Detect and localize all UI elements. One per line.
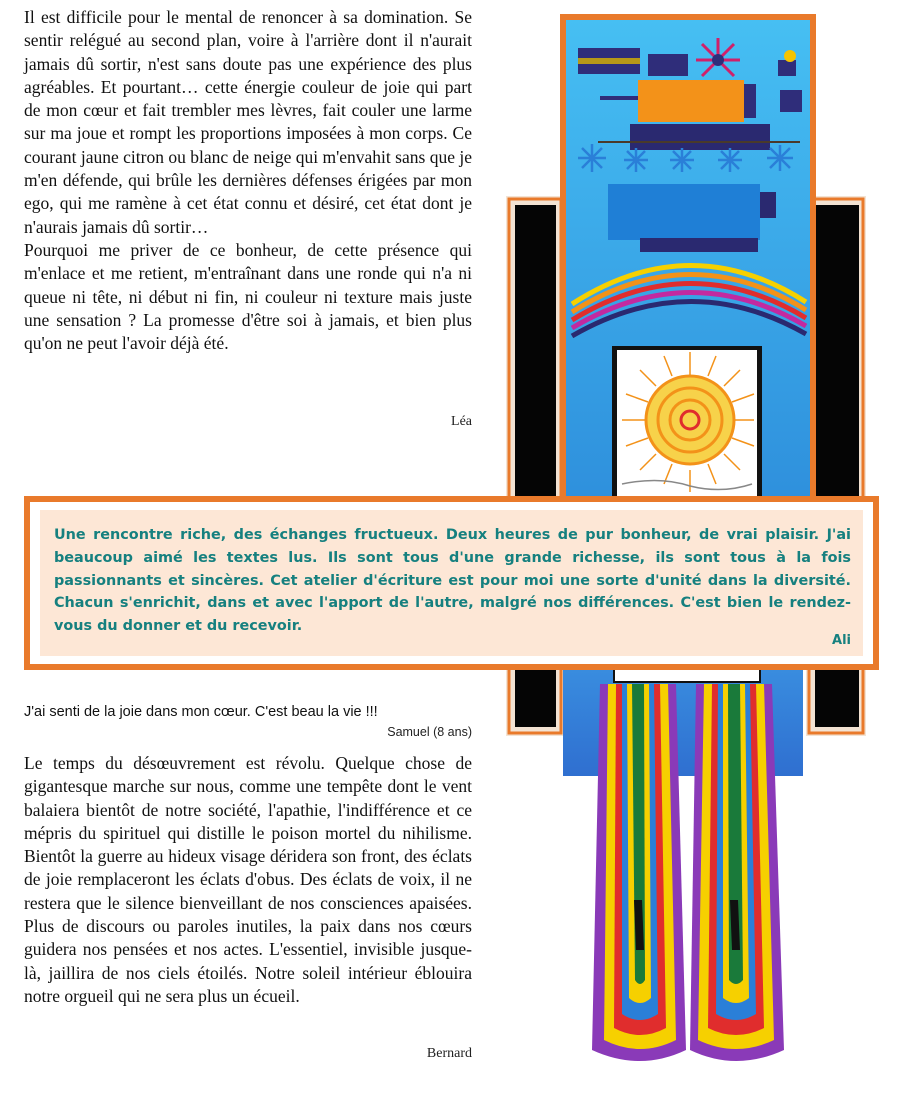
samuel-quote: J'ai senti de la joie dans mon cœur. C'est beau la vie !!! (24, 704, 378, 720)
ali-quote-text: Une rencontre riche, des échanges fructueux. Deux heures de pur bonheur, de vrai plaisir. J'ai beaucoup aimé les textes lus. Ils sont tous d'une grande richesse, ils sont tous à la fois passionnants et sincères. Cet atelier d'écriture est pour moi une sorte d'unité dans la diversité. Chacun s'enrichit, dans et avec l'apport de l'autre, malgré nos différences. C'est bien le rendez-vous du donner et du recevoir. (54, 527, 851, 635)
ali-quote-box (24, 496, 879, 670)
samuel-signature: Samuel (8 ans) (387, 725, 472, 739)
lea-paragraph-1: Il est difficile pour le mental de renoncer à sa domination. Se sentir relégué au second plan, voire à l'arrière dont il n'aurait jamais dû sortir, n'est sans doute pas une expérience des plus agréables. Et pourtant… cette énergie couleur de joie qui part de mon cœur et fait trembler mes lèvres, fait couler une larme sur ma joue et rompt les proportions imposées à mon corps. Ce courant jaune citron ou blanc de neige qui m'envahit sans que je m'en défende, qui brûle les dernières défenses érigées par mon ego, qui me ramène à cet état connu et désiré, cet état dont je n'aurais jamais dû sortir… (24, 7, 472, 237)
bernard-text (24, 752, 472, 1008)
ali-quote-inner (40, 510, 863, 656)
bernard-paragraph: Le temps du désœuvrement est révolu. Quelque chose de gigantesque marche sur nous, comme une tempête dont le vent balaiera bientôt de notre société, l'apathie, l'indifférence et ce mépris du spirituel qui distille le poison mortel du nihilisme. Bientôt la guerre au hideux visage déridera son front, des éclats de joie remplaceront les éclats d'obus. Des éclats de voix, il ne restera que le silence bienveillant de nos consciences apaisées. Plus de discours ou paroles inutiles, la paix dans nos cœurs guidera nos pensées et nos actes. L'essentiel, invisible jusque-là, jaillira de nos ciels étoilés. Notre soleil intérieur éblouira notre orgueil qui ne sera plus un écueil. (24, 753, 472, 1006)
lea-signature: Léa (451, 414, 472, 429)
lea-paragraph-2: Pourquoi me priver de ce bonheur, de cette présence qui m'enlace et me retient, m'entraînant dans une ronde qui n'a ni queue ni tête, ni début ni fin, ni couleur ni texture mais juste une sensation ? La promesse d'être soi à jamais, et bien plus qu'on ne peut l'avoir déjà été. (24, 239, 472, 354)
train-drawing (560, 14, 816, 514)
lea-text (24, 6, 472, 355)
ali-signature: Ali (832, 633, 851, 648)
bernard-signature: Bernard (426, 1046, 472, 1061)
